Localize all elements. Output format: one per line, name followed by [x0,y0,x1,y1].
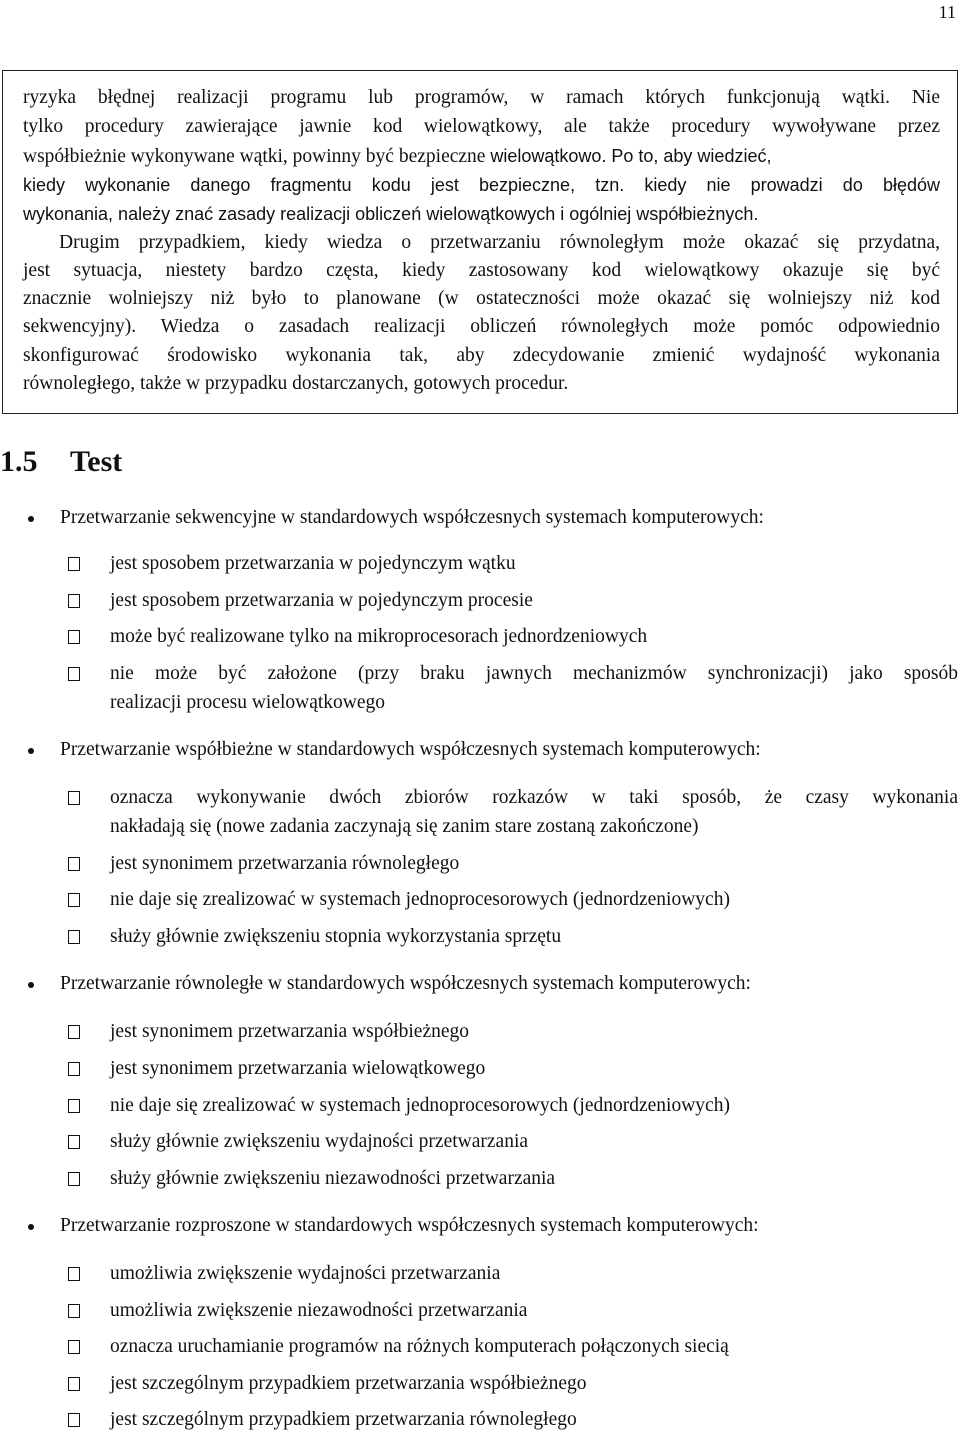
bullet-icon [28,748,34,754]
option-text: służy głównie zwiększeniu niezawodności przetwarzania [110,1168,556,1189]
question-text: Przetwarzanie rozproszone w standardowych współczesnych systemach komputerowych: [60,1215,759,1236]
box-line: kiedy wykonanie danego fragmentu kodu jest bezpieczne, tzn. kiedy nie prowadzi do błędów [23,175,940,195]
box-line: Drugim przypadkiem, kiedy wiedza o przetwarzaniu równoległym może okazać się przydatna, [59,232,940,253]
checkbox-icon[interactable] [68,791,80,805]
option-text: nakładają się (nowe zadania zaczynają się zanim stare zostaną zakończone) [110,816,699,837]
box-line [23,142,940,170]
option-text: jest synonimem przetwarzania wielowątkowego [110,1058,486,1079]
bullet-icon [28,1224,34,1230]
option-text: jest szczególnym przypadkiem przetwarzania współbieżnego [110,1373,587,1394]
checkbox-icon[interactable] [68,1413,80,1427]
option-text: może być realizowane tylko na mikroprocesorach jednordzeniowych [110,626,648,647]
option-text: jest szczególnym przypadkiem przetwarzania równoległego [110,1409,577,1430]
option-text: umożliwia zwiększenie niezawodności przetwarzania [110,1300,528,1321]
option-text: oznacza uruchamianie programów na różnych komputerach połączonych siecią [110,1336,729,1357]
box-line: skonfigurować środowisko wykonania tak, aby zdecydowanie zmienić wydajność wykonania [23,345,940,366]
checkbox-icon[interactable] [68,557,80,571]
option-text: nie daje się zrealizować w systemach jednoprocesorowych (jednordzeniowych) [110,889,730,910]
option-text: nie daje się zrealizować w systemach jednoprocesorowych (jednordzeniowych) [110,1095,730,1116]
box-line: jest sytuacja, niestety bardzo częsta, kiedy zastosowany kod wielowątkowy okazuje się być [23,260,940,281]
box-line: wykonania, należy znać zasady realizacji obliczeń wielowątkowych i ogólniej współbieżnych. [23,204,759,224]
option-text: jest sposobem przetwarzania w pojedynczym wątku [110,553,516,574]
text-box [2,70,958,414]
option-text: umożliwia zwiększenie wydajności przetwarzania [110,1263,501,1284]
option-text: służy głównie zwiększeniu stopnia wykorzystania sprzętu [110,926,562,947]
checkbox-icon[interactable] [68,1099,80,1113]
checkbox-icon[interactable] [68,1304,80,1318]
option-text: jest synonimem przetwarzania współbieżnego [110,1021,470,1042]
option-text: oznacza wykonywanie dwóch zbiorów rozkazów w taki sposób, że czasy wykonania [110,787,958,808]
checkbox-icon[interactable] [68,667,80,681]
checkbox-icon[interactable] [68,857,80,871]
bullet-icon [28,516,34,522]
checkbox-icon[interactable] [68,1025,80,1039]
checkbox-icon[interactable] [68,1377,80,1391]
checkbox-icon[interactable] [68,1062,80,1076]
bullet-icon [28,982,34,988]
page-number: 11 [938,2,956,22]
checkbox-icon[interactable] [68,1267,80,1281]
checkbox-icon[interactable] [68,594,80,608]
checkbox-icon[interactable] [68,893,80,907]
section-heading [0,442,122,482]
box-line: ryzyka błędnej realizacji programu lub programów, w ramach których funkcjonują wątki. Nie [23,87,940,108]
box-line-serif-part: współbieżnie wykonywane wątki, powinny być bezpieczne [23,146,491,167]
section-title: Test [70,445,123,478]
checkbox-icon[interactable] [68,1340,80,1354]
box-line: znacznie wolniejszy niż było to planowane (w ostateczności może okazać się wolniejszy niż kod [23,288,940,309]
option-text: jest synonimem przetwarzania równoległego [110,853,460,874]
checkbox-icon[interactable] [68,630,80,644]
box-line: równoległego, także w przypadku dostarczanych, gotowych procedur. [23,373,569,394]
box-line: tylko procedury zawierające jawnie kod wielowątkowy, ale także procedury wywoływane przez [23,116,940,137]
question-text: Przetwarzanie współbieżne w standardowych współczesnych systemach komputerowych: [60,739,761,760]
option-text: realizacji procesu wielowątkowego [110,692,386,713]
box-line-sans-part: wielowątkowo. Po to, aby wiedzieć, [490,146,772,166]
section-number: 1.5 [0,445,38,478]
question-text: Przetwarzanie równoległe w standardowych współczesnych systemach komputerowych: [60,973,751,994]
checkbox-icon[interactable] [68,1135,80,1149]
option-text: jest sposobem przetwarzania w pojedynczym procesie [110,590,533,611]
box-line: sekwencyjny). Wiedza o zasadach realizacji obliczeń równoległych może pomóc odpowiednio [23,316,940,337]
option-text: nie może być założone (przy braku jawnych mechanizmów synchronizacji) jako sposób [110,663,958,684]
checkbox-icon[interactable] [68,1172,80,1186]
question-text: Przetwarzanie sekwencyjne w standardowych współczesnych systemach komputerowych: [60,507,764,528]
option-text: służy głównie zwiększeniu wydajności przetwarzania [110,1131,529,1152]
checkbox-icon[interactable] [68,930,80,944]
